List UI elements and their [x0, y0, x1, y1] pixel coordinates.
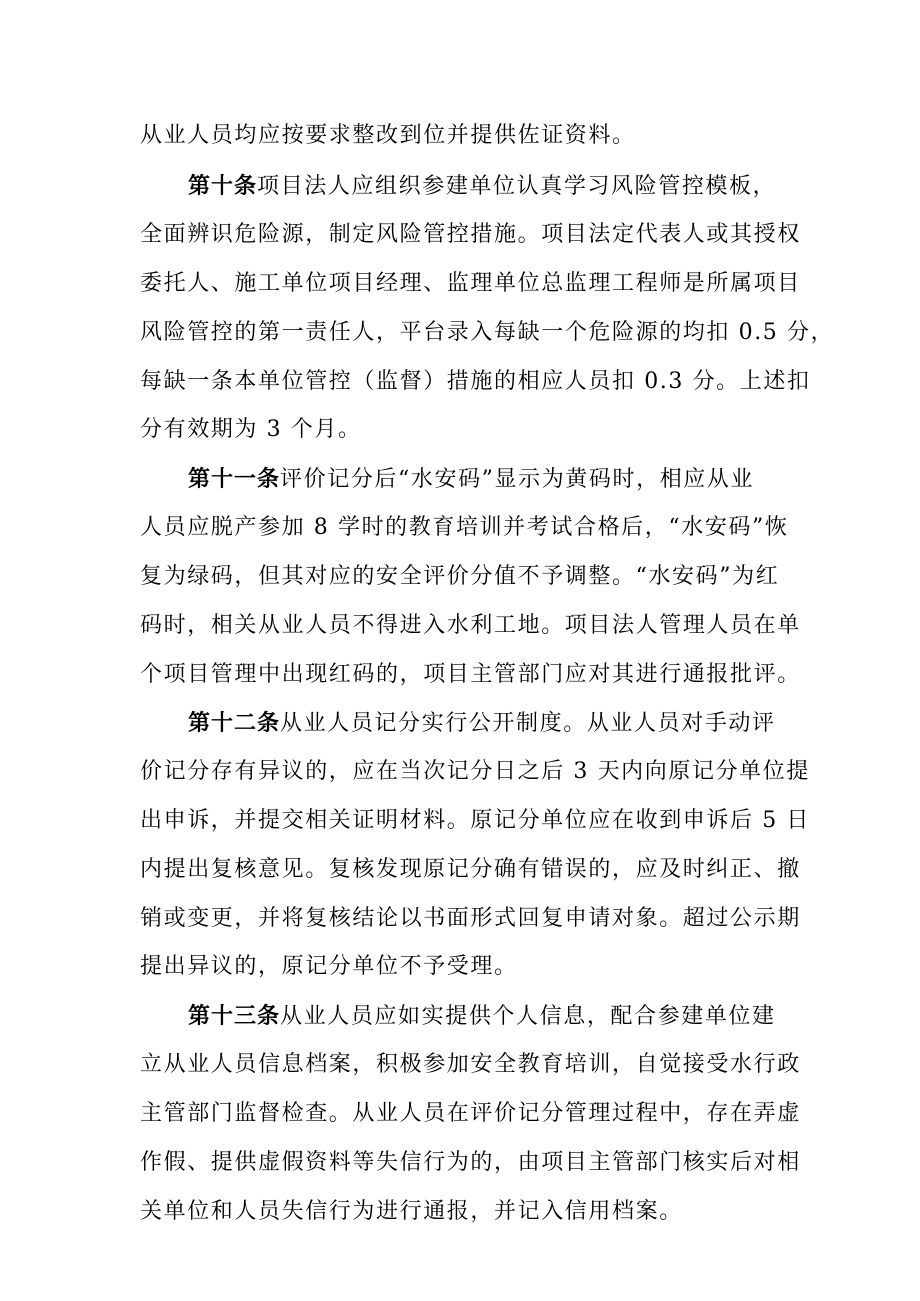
paragraph-line: 内提出复核意见。复核发现原记分确有错误的，应及时纠正、撤: [140, 857, 801, 882]
paragraph-text: 从业人员应如实提供个人信息，配合参建单位建: [280, 1004, 776, 1029]
paragraph-line: 码时，相关从业人员不得进入水利工地。项目法人管理人员在单: [140, 613, 801, 638]
paragraph-line: 全面辨识危险源，制定风险管控措施。项目法定代表人或其授权: [140, 222, 801, 247]
paragraph-text: 项目法人应组织参建单位认真学习风险管控模板，: [257, 174, 777, 199]
paragraph-line: 作假、提供虚假资料等失信行为的，由项目主管部门核实后对相: [140, 1150, 801, 1175]
paragraph-line: [188, 171, 800, 201]
paragraph-line: 分有效期为 3 个月。: [140, 417, 362, 442]
paragraph-line: 销或变更，并将复核结论以书面形式回复申请对象。超过公示期: [140, 906, 801, 931]
paragraph-line: 复为绿码，但其对应的安全评价分值不予调整。“水安码”为红: [140, 564, 780, 589]
paragraph-line: 个项目管理中出现红码的，项目主管部门应对其进行通报批评。: [140, 662, 801, 687]
paragraph-line: 委托人、施工单位项目经理、监理单位总监理工程师是所属项目: [140, 271, 801, 296]
paragraph-line: 价记分存有异议的，应在当次记分日之后 3 天内向原记分单位提: [140, 759, 810, 784]
paragraph-line: 每缺一条本单位管控（监督）措施的相应人员扣 0.3 分。上述扣: [140, 369, 811, 394]
paragraph-line: 关单位和人员失信行为进行通报，并记入信用档案。: [140, 1199, 683, 1224]
paragraph-text: 从业人员记分实行公开制度。从业人员对手动评: [280, 711, 776, 736]
article-12-heading: 第十二条: [188, 710, 281, 736]
paragraph-text: 评价记分后“水安码”显示为黄码时，相应从业: [280, 467, 755, 492]
paragraph-line: 人员应脱产参加 8 学时的教育培训并考试合格后，“水安码”恢: [140, 515, 789, 540]
article-11-heading: 第十一条: [188, 466, 281, 492]
paragraph-line: [188, 464, 800, 494]
article-13-heading: 第十三条: [188, 1003, 281, 1029]
paragraph-line: [188, 1001, 800, 1031]
paragraph-line: [188, 708, 800, 738]
article-10-heading: 第十条: [188, 173, 258, 199]
paragraph-line: 主管部门监督检查。从业人员在评价记分管理过程中，存在弄虚: [140, 1101, 801, 1126]
paragraph-line: 风险管控的第一责任人，平台录入每缺一个危险源的均扣 0.5 分，: [140, 320, 835, 345]
paragraph-line: 从业人员均应按要求整改到位并提供佐证资料。: [140, 123, 636, 148]
paragraph-line: 提出异议的，原记分单位不予受理。: [140, 954, 518, 979]
paragraph-line: 出申诉，并提交相关证明材料。原记分单位应在收到申诉后 5 日: [140, 808, 810, 833]
paragraph-line: 立从业人员信息档案，积极参加安全教育培训，自觉接受水行政: [140, 1052, 801, 1077]
